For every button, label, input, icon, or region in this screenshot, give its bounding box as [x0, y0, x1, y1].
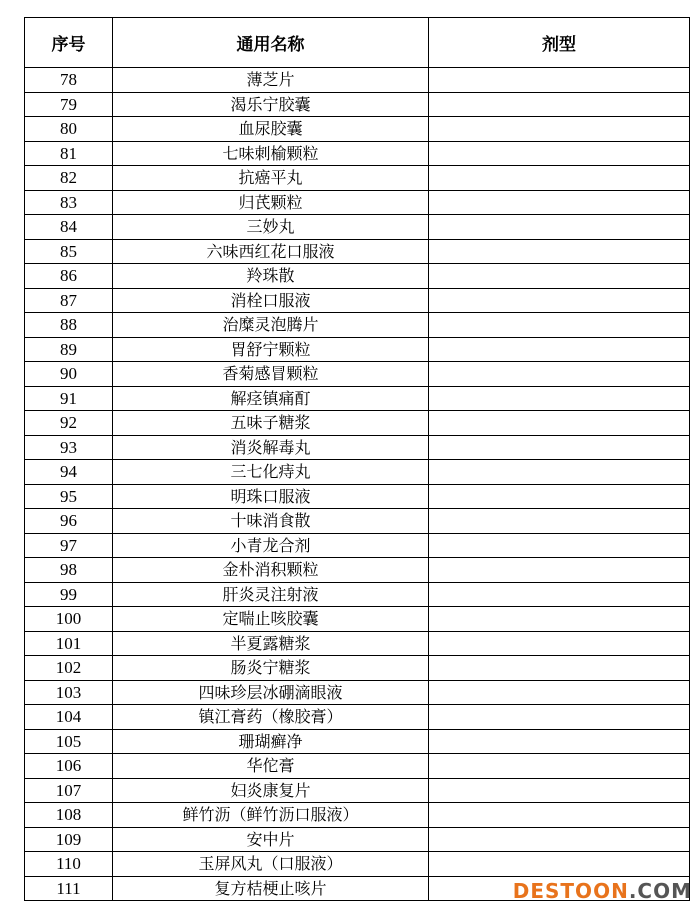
dosage-form-cell — [429, 484, 690, 509]
generic-name-cell: 解痉镇痛酊 — [113, 386, 429, 411]
serial-number-cell: 109 — [25, 827, 113, 852]
dosage-form-cell — [429, 631, 690, 656]
dosage-form-cell — [429, 411, 690, 436]
serial-number-cell: 87 — [25, 288, 113, 313]
table-row — [25, 803, 690, 828]
serial-number-cell: 97 — [25, 533, 113, 558]
drug-list-table — [24, 17, 690, 901]
watermark-brand: DESTOON — [512, 879, 629, 903]
table-row — [25, 313, 690, 338]
generic-name-cell: 珊瑚癣净 — [113, 729, 429, 754]
generic-name-cell: 镇江膏药（橡胶膏） — [113, 705, 429, 730]
dosage-form-cell — [429, 166, 690, 191]
generic-name-cell: 安中片 — [113, 827, 429, 852]
table-row — [25, 754, 690, 779]
serial-number-cell: 81 — [25, 141, 113, 166]
generic-name-cell: 三七化痔丸 — [113, 460, 429, 485]
dosage-form-cell — [429, 705, 690, 730]
serial-number-cell: 104 — [25, 705, 113, 730]
generic-name-cell: 妇炎康复片 — [113, 778, 429, 803]
table-row — [25, 827, 690, 852]
generic-name-cell: 玉屏风丸（口服液） — [113, 852, 429, 877]
serial-number-cell: 90 — [25, 362, 113, 387]
header-dosage-form: 剂型 — [429, 18, 690, 68]
dosage-form-cell — [429, 264, 690, 289]
serial-number-cell: 105 — [25, 729, 113, 754]
dosage-form-cell — [429, 729, 690, 754]
dosage-form-cell — [429, 533, 690, 558]
table-row — [25, 509, 690, 534]
generic-name-cell: 羚珠散 — [113, 264, 429, 289]
table-row — [25, 460, 690, 485]
table-row — [25, 264, 690, 289]
serial-number-cell: 108 — [25, 803, 113, 828]
dosage-form-cell — [429, 215, 690, 240]
serial-number-cell: 92 — [25, 411, 113, 436]
dosage-form-cell — [429, 558, 690, 583]
serial-number-cell: 100 — [25, 607, 113, 632]
generic-name-cell: 薄芝片 — [113, 68, 429, 93]
serial-number-cell: 93 — [25, 435, 113, 460]
header-serial-number: 序号 — [25, 18, 113, 68]
generic-name-cell: 胃舒宁颗粒 — [113, 337, 429, 362]
dosage-form-cell — [429, 117, 690, 142]
serial-number-cell: 82 — [25, 166, 113, 191]
generic-name-cell: 香菊感冒颗粒 — [113, 362, 429, 387]
serial-number-cell: 89 — [25, 337, 113, 362]
generic-name-cell: 四味珍层冰硼滴眼液 — [113, 680, 429, 705]
serial-number-cell: 99 — [25, 582, 113, 607]
dosage-form-cell — [429, 754, 690, 779]
generic-name-cell: 复方桔梗止咳片 — [113, 876, 429, 901]
dosage-form-cell — [429, 607, 690, 632]
serial-number-cell: 103 — [25, 680, 113, 705]
serial-number-cell: 83 — [25, 190, 113, 215]
dosage-form-cell — [429, 92, 690, 117]
serial-number-cell: 106 — [25, 754, 113, 779]
generic-name-cell: 明珠口服液 — [113, 484, 429, 509]
serial-number-cell: 91 — [25, 386, 113, 411]
dosage-form-cell — [429, 582, 690, 607]
generic-name-cell: 鲜竹沥（鲜竹沥口服液） — [113, 803, 429, 828]
table-row — [25, 558, 690, 583]
serial-number-cell: 80 — [25, 117, 113, 142]
table-row — [25, 607, 690, 632]
serial-number-cell: 95 — [25, 484, 113, 509]
generic-name-cell: 金朴消积颗粒 — [113, 558, 429, 583]
table-row — [25, 582, 690, 607]
table-row — [25, 337, 690, 362]
table-row — [25, 288, 690, 313]
dosage-form-cell — [429, 680, 690, 705]
serial-number-cell: 111 — [25, 876, 113, 901]
dosage-form-cell — [429, 435, 690, 460]
dosage-form-cell — [429, 288, 690, 313]
table-row — [25, 411, 690, 436]
table-row — [25, 362, 690, 387]
table-body — [25, 68, 690, 901]
table-row — [25, 484, 690, 509]
dosage-form-cell — [429, 386, 690, 411]
serial-number-cell: 84 — [25, 215, 113, 240]
dosage-form-cell — [429, 68, 690, 93]
table-row — [25, 656, 690, 681]
generic-name-cell: 肝炎灵注射液 — [113, 582, 429, 607]
table-row — [25, 435, 690, 460]
watermark-tld: .COM — [628, 879, 692, 903]
serial-number-cell: 86 — [25, 264, 113, 289]
table-row — [25, 705, 690, 730]
generic-name-cell: 定喘止咳胶囊 — [113, 607, 429, 632]
table-row — [25, 239, 690, 264]
dosage-form-cell — [429, 509, 690, 534]
serial-number-cell: 110 — [25, 852, 113, 877]
table-row — [25, 778, 690, 803]
generic-name-cell: 消炎解毒丸 — [113, 435, 429, 460]
table-header-row — [25, 18, 690, 68]
table-row — [25, 631, 690, 656]
serial-number-cell: 94 — [25, 460, 113, 485]
dosage-form-cell — [429, 778, 690, 803]
generic-name-cell: 六味西红花口服液 — [113, 239, 429, 264]
serial-number-cell: 98 — [25, 558, 113, 583]
generic-name-cell: 治糜灵泡腾片 — [113, 313, 429, 338]
table-row — [25, 190, 690, 215]
dosage-form-cell — [429, 852, 690, 877]
serial-number-cell: 79 — [25, 92, 113, 117]
generic-name-cell: 半夏露糖浆 — [113, 631, 429, 656]
serial-number-cell: 85 — [25, 239, 113, 264]
dosage-form-cell — [429, 313, 690, 338]
table-row — [25, 852, 690, 877]
drug-list-table-container — [24, 17, 689, 901]
serial-number-cell: 107 — [25, 778, 113, 803]
generic-name-cell: 抗癌平丸 — [113, 166, 429, 191]
generic-name-cell: 肠炎宁糖浆 — [113, 656, 429, 681]
dosage-form-cell — [429, 803, 690, 828]
destoon-watermark — [513, 879, 692, 903]
table-row — [25, 729, 690, 754]
table-row — [25, 68, 690, 93]
dosage-form-cell — [429, 239, 690, 264]
table-row — [25, 117, 690, 142]
table-row — [25, 533, 690, 558]
dosage-form-cell — [429, 141, 690, 166]
generic-name-cell: 归芪颗粒 — [113, 190, 429, 215]
dosage-form-cell — [429, 337, 690, 362]
serial-number-cell: 88 — [25, 313, 113, 338]
table-row — [25, 141, 690, 166]
generic-name-cell: 三妙丸 — [113, 215, 429, 240]
serial-number-cell: 101 — [25, 631, 113, 656]
generic-name-cell: 血尿胶囊 — [113, 117, 429, 142]
table-row — [25, 215, 690, 240]
generic-name-cell: 七味刺榆颗粒 — [113, 141, 429, 166]
generic-name-cell: 消栓口服液 — [113, 288, 429, 313]
generic-name-cell: 五味子糖浆 — [113, 411, 429, 436]
dosage-form-cell — [429, 460, 690, 485]
generic-name-cell: 华佗膏 — [113, 754, 429, 779]
table-row — [25, 166, 690, 191]
generic-name-cell: 渴乐宁胶囊 — [113, 92, 429, 117]
dosage-form-cell — [429, 190, 690, 215]
table-row — [25, 680, 690, 705]
table-row — [25, 386, 690, 411]
generic-name-cell: 小青龙合剂 — [113, 533, 429, 558]
serial-number-cell: 102 — [25, 656, 113, 681]
serial-number-cell: 96 — [25, 509, 113, 534]
generic-name-cell: 十味消食散 — [113, 509, 429, 534]
header-generic-name: 通用名称 — [113, 18, 429, 68]
dosage-form-cell — [429, 827, 690, 852]
serial-number-cell: 78 — [25, 68, 113, 93]
dosage-form-cell — [429, 656, 690, 681]
table-row — [25, 92, 690, 117]
dosage-form-cell — [429, 362, 690, 387]
